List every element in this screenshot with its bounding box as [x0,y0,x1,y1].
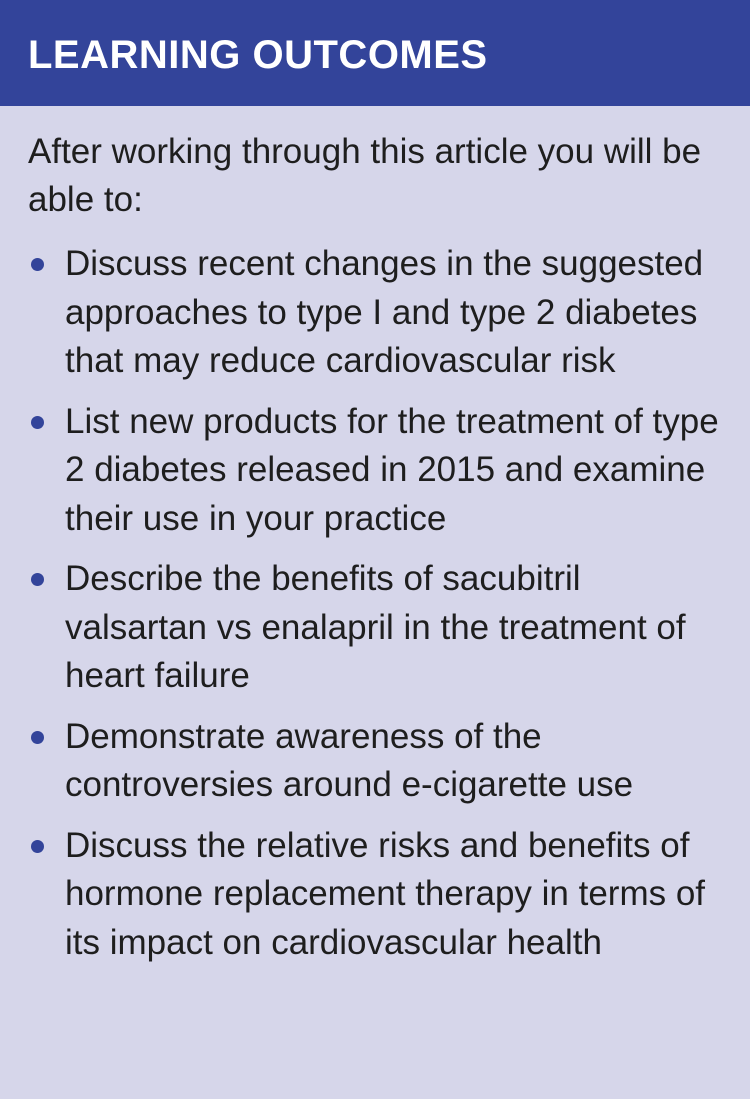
bullet-icon [31,258,44,271]
bullet-icon [31,573,44,586]
list-item [28,555,726,701]
list-item-text: Discuss the relative risks and benefits of hormone replacement therapy in terms of its impact on cardiovascular health [65,825,706,962]
outcomes-list [28,240,726,967]
list-item-text: Discuss recent changes in the suggested approaches to type I and type 2 diabetes that may reduce cardiovascular risk [65,244,704,380]
list-item [28,713,726,810]
list-item-text: Demonstrate awareness of the controversies around e-cigarette use [65,716,634,804]
list-item-text: Describe the benefits of sacubitril valsartan vs enalapril in the treatment of heart failure [65,559,686,695]
list-item-text: List new products for the treatment of type 2 diabetes released in 2015 and examine their use in your practice [65,401,719,538]
bullet-icon [31,416,44,429]
bullet-icon [31,731,44,744]
bullet-icon [31,840,44,853]
list-item [28,822,726,968]
header-title: LEARNING OUTCOMES [28,33,488,77]
intro-text: After working through this article you will be able to: [28,132,702,219]
list-item [28,398,726,544]
list-item [28,240,726,386]
